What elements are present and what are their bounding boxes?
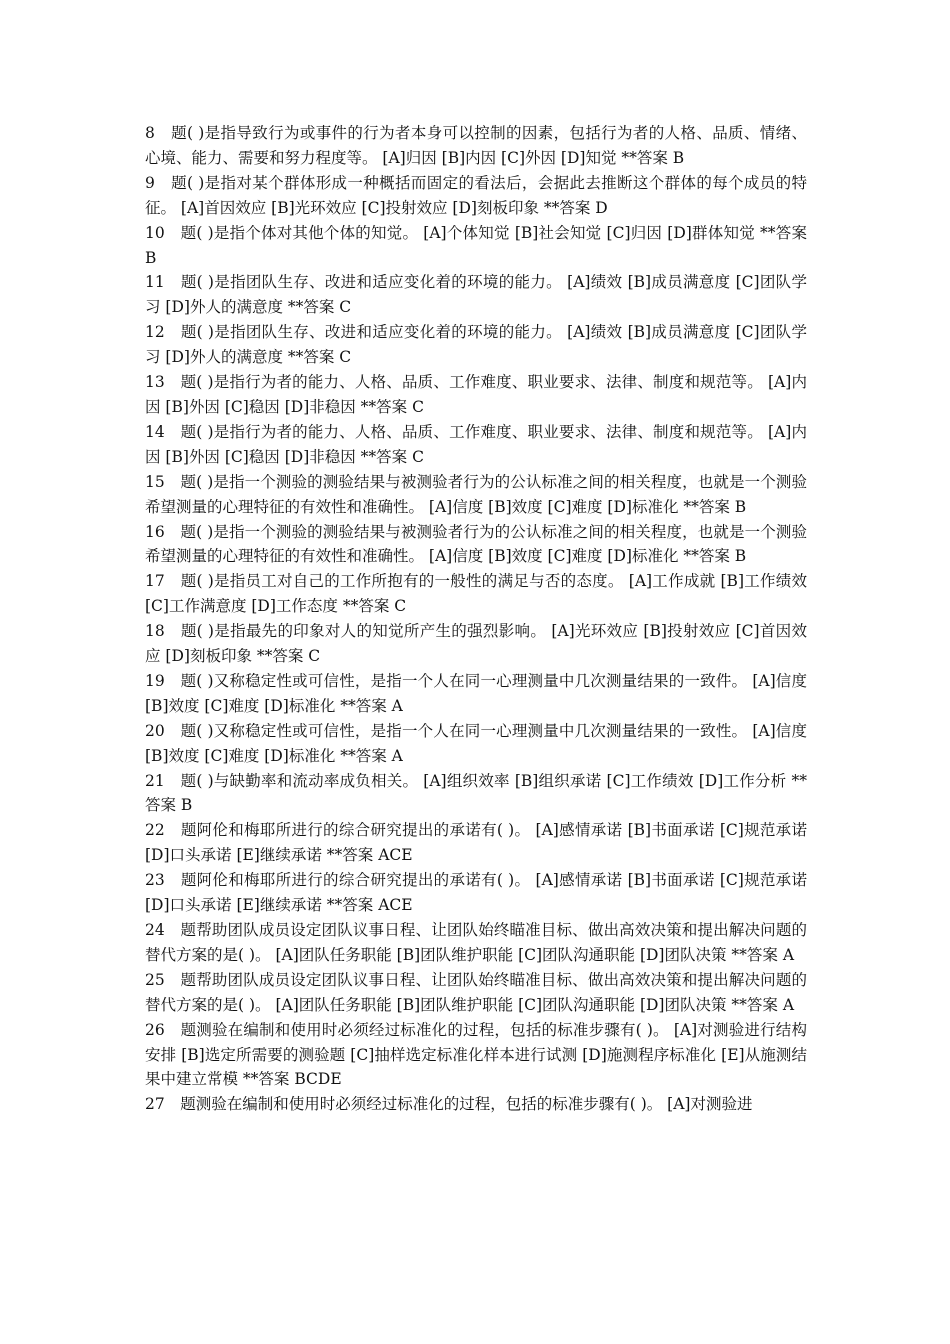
question-20: 20 题( )又称稳定性或可信性，是指一个人在同一心理测量中几次测量结果的一致性。 [A]信度 [B]效度 [C]难度 [D]标准化 **答案 A <box>145 721 807 765</box>
question-9: 9 题( )是指对某个群体形成一种概括而固定的看法后，会据此去推断这个群体的每个成员的特征。 [A]首因效应 [B]光环效应 [C]投射效应 [D]刻板印象 **答案 D <box>145 173 807 217</box>
question-15: 15 题( )是指一个测验的测验结果与被测验者行为的公认标准之间的相关程度，也就是一个测验希望测量的心理特征的有效性和准确性。 [A]信度 [B]效度 [C]难度 [D]标准化 **答案 B <box>145 472 807 516</box>
question-21: 21 题( )与缺勤率和流动率成负相关。 [A]组织效率 [B]组织承诺 [C]工作绩效 [D]工作分析 **答案 B <box>145 771 807 815</box>
question-26: 26 题测验在编制和使用时必须经过标准化的过程，包括的标准步骤有( )。 [A]对测验进行结构安排 [B]选定所需要的测验题 [C]抽样选定标准化样本进行试测 [D]施测程序标准化 [E]从施测结果中建立常模 **答案 BCDE <box>145 1020 807 1089</box>
question-17: 17 题( )是指员工对自己的工作所抱有的一般性的满足与否的态度。 [A]工作成就 [B]工作绩效 [C]工作满意度 [D]工作态度 **答案 C <box>145 572 807 616</box>
question-13: 13 题( )是指行为者的能力、人格、品质、工作难度、职业要求、法律、制度和规范等。 [A]内因 [B]外因 [C]稳因 [D]非稳因 **答案 C <box>145 373 807 416</box>
document-page <box>145 121 807 1117</box>
question-23: 23 题阿伦和梅耶所进行的综合研究提出的承诺有( )。 [A]感情承诺 [B]书面承诺 [C]规范承诺 [D]口头承诺 [E]继续承诺 **答案 ACE <box>145 871 807 915</box>
question-10: 10 题( )是指个体对其他个体的知觉。 [A]个体知觉 [B]社会知觉 [C]归因 [D]群体知觉 **答案 B <box>145 223 807 267</box>
question-25: 25 题帮助团队成员设定团队议事日程、让团队始终瞄准目标、做出高效决策和提出解决问题的替代方案的是( )。 [A]团队任务职能 [B]团队维护职能 [C]团队沟通职能 [D]团队决策 **答案 A <box>145 970 807 1014</box>
question-27: 27 题测验在编制和使用时必须经过标准化的过程，包括的标准步骤有( )。 [A]对测验进 <box>145 1095 753 1114</box>
question-11: 11 题( )是指团队生存、改进和适应变化着的环境的能力。 [A]绩效 [B]成员满意度 [C]团队学习 [D]外人的满意度 **答案 C <box>145 273 807 317</box>
question-18: 18 题( )是指最先的印象对人的知觉所产生的强烈影响。 [A]光环效应 [B]投射效应 [C]首因效应 [D]刻板印象 **答案 C <box>145 622 807 666</box>
question-14: 14 题( )是指行为者的能力、人格、品质、工作难度、职业要求、法律、制度和规范等。 [A]内因 [B]外因 [C]稳因 [D]非稳因 **答案 C <box>145 422 807 466</box>
question-22: 22 题阿伦和梅耶所进行的综合研究提出的承诺有( )。 [A]感情承诺 [B]书面承诺 [C]规范承诺 [D]口头承诺 [E]继续承诺 **答案 ACE <box>145 821 807 865</box>
question-8: 8 题( )是指导致行为或事件的行为者本身可以控制的因素，包括行为者的人格、品质、情绪、心境、能力、需要和努力程度等。 [A]归因 [B]内因 [C]外因 [D]知觉 **答案 B <box>145 124 807 167</box>
question-19: 19 题( )又称稳定性或可信性，是指一个人在同一心理测量中几次测量结果的一致件。 [A]信度 [B]效度 [C]难度 [D]标准化 **答案 A <box>145 671 807 715</box>
question-16: 16 题( )是指一个测验的测验结果与被测验者行为的公认标准之间的相关程度，也就是一个测验希望测量的心理特征的有效性和准确性。 [A]信度 [B]效度 [C]难度 [D]标准化 **答案 B <box>145 522 807 566</box>
question-12: 12 题( )是指团队生存、改进和适应变化着的环境的能力。 [A]绩效 [B]成员满意度 [C]团队学习 [D]外人的满意度 **答案 C <box>145 323 807 367</box>
question-24: 24 题帮助团队成员设定团队议事日程、让团队始终瞄准目标、做出高效决策和提出解决问题的替代方案的是( )。 [A]团队任务职能 [B]团队维护职能 [C]团队沟通职能 [D]团队决策 **答案 A <box>145 921 807 964</box>
